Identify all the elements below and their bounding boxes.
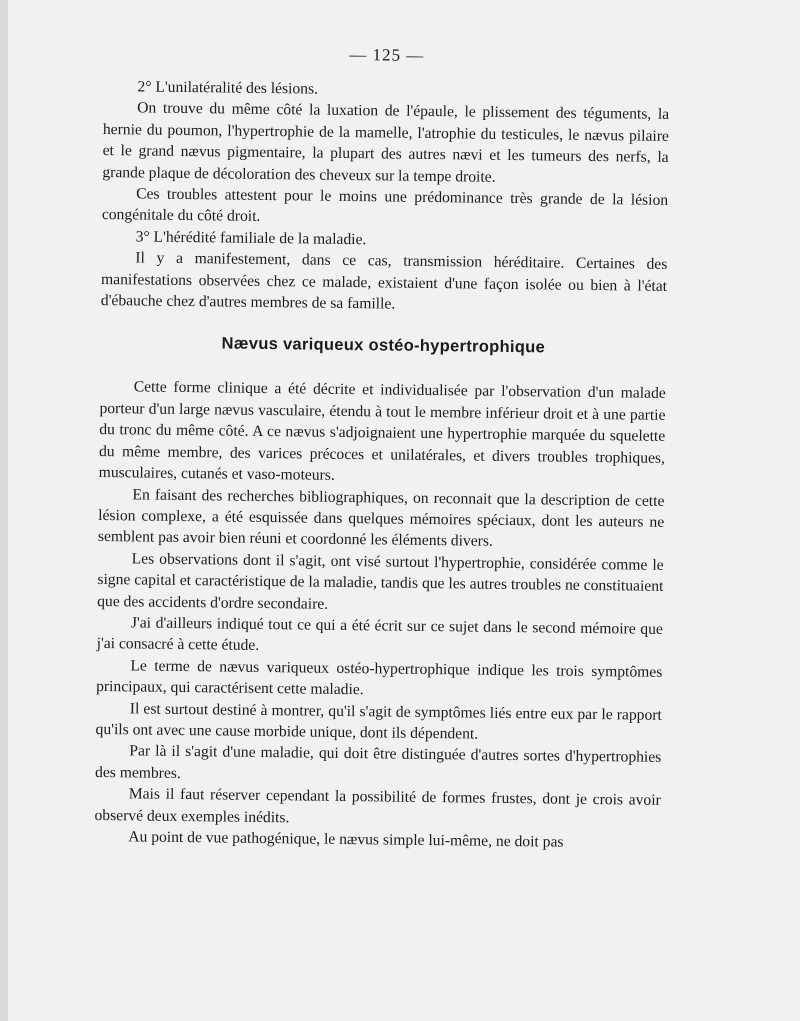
paragraph: Il est surtout destiné à montrer, qu'il s'agit de symptômes liés entre eux par le rapport qu'ils ont avec une cause morbide unique, dont ils dépendent. — [95, 699, 662, 743]
top-section — [101, 76, 670, 318]
paragraph: Le terme de nævus variqueux ostéo-hypertrophique indique les trois symptômes principaux, qui caractérisent cette maladie. — [96, 657, 663, 699]
paragraph: 2° L'unilatéralité des lésions. — [137, 78, 319, 98]
paragraph: En faisant des recherches bibliographiques, on reconnait que la description de cette lésion complexe, a été esquissée dans quelques mémoires spéciaux, dont les auteurs ne semblent pas avoir bien réuni et coordonné les éléments divers. — [97, 485, 665, 551]
paragraph: Les observations dont il s'agit, ont visé surtout l'hypertrophie, considérée comme le signe capital et caractéristique de la maladie, tandis que les autres troubles ne constituaient que des accidents d'ordre secondaire. — [97, 550, 664, 613]
paragraph: On trouve du même côté la luxation de l'épaule, le plissement des téguments, la hernie du poumon, l'hypertrophie de la mamelle, l'atrophie du testicules, le nævus pilaire et le grand nævus pigmentaire, la plupart des autres nævi et les tumeurs des nerfs, la grande plaque de décoloration des cheveux sur la tempe droite. — [102, 99, 670, 186]
section-heading: Nævus variqueux ostéo-hypertrophique — [221, 334, 546, 357]
paragraph: Mais il faut réserver cependant la possibilité de formes frustes, dont je crois avoir observé deux exemples inédits. — [94, 785, 661, 826]
paragraph: Au point de vue pathogénique, le nævus simple lui-même, ne doit pas — [128, 828, 564, 851]
paragraph: Ces troubles attestent pour le moins une prédominance très grande de la lésion congénitale du côté droit. — [101, 185, 669, 226]
paragraph: Cette forme clinique a été décrite et individualisée par l'observation d'un malade porteur d'un large nævus vasculaire, étendu à tout le membre inférieur droit et à une partie du tronc du même côté. A ce nævus s'adjoignaient une hypertrophie marquée du squelette du même membre, des varices précoces et unilatérales, et divers troubles trophiques, musculaires, cutanés et vaso-moteurs. — [98, 378, 666, 484]
paragraph: 3° L'hérédité familiale de la maladie. — [135, 228, 367, 249]
document-page — [8, 0, 800, 1021]
page-number: — 125 — — [349, 44, 425, 65]
main-section — [94, 376, 666, 854]
paragraph: Par là il s'agit d'une maladie, qui doit être distinguée d'autres sortes d'hypertrophies des membres. — [94, 742, 662, 782]
page-content — [94, 42, 670, 854]
paragraph: Il y a manifestement, dans ce cas, transmission héréditaire. Certaines des manifestations observées chez ce malade, existaient d'une façon isolée ou bien à l'état d'ébauche chez d'autres membres de sa famille. — [100, 249, 668, 313]
paragraph: J'ai d'ailleurs indiqué tout ce qui a été écrit sur ce sujet dans le second mémoire que j'ai consacré à cette étude. — [96, 614, 663, 655]
